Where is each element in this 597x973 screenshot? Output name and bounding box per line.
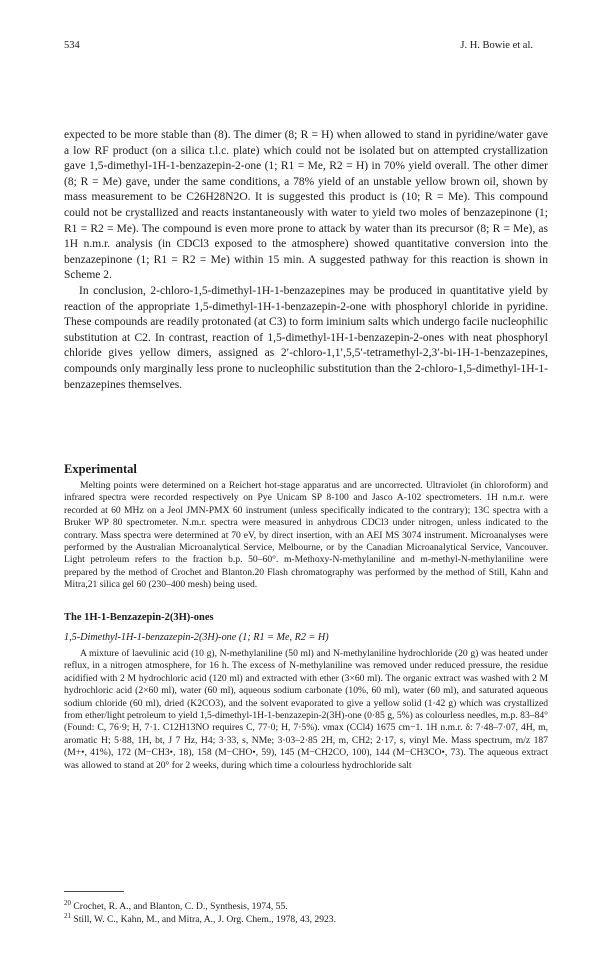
footnote-number: 21 [64, 912, 71, 920]
experimental-general-paragraph: Melting points were determined on a Reichert hot-stage apparatus and are uncorrected. Ultraviolet (in chloroform) and infrared spectra were recorded respectively on Pye Unicam SP 8-100 and Jasco A-102 spectrometers. 1H n.m.r. were recorded at 60 MHz on a Jeol JMN-PMX 60 instrument (unless specifically indicated to the contrary); 13C spectra with a Bruker WP 80 spectrometer. N.m.r. spectra were measured in anhydrous CDCl3 under nitrogen, unless indicated to the contrary. Mass spectra were determined at 70 eV, by direct insertion, with an AEI MS 3074 instrument. Microanalyses were performed by the Australian Microanalytical Service, Melbourne, or by the Canadian Microanalytical Service, Vancouver. Light petroleum refers to the fraction b.p. 50–60°. m-Methoxy-N-methylaniline and m-methyl-N-methylaniline were prepared by the method of Crochet and Blanton.20 Flash chromatography was performed by the method of Still, Kahn and Mitra,21 silica gel 60 (230–400 mesh) being used. [64, 480, 548, 591]
footnote-rule [64, 891, 124, 892]
discussion-section [64, 128, 548, 393]
running-header [64, 40, 533, 54]
page-number: 534 [64, 40, 80, 51]
footnote-text: Still, W. C., Kahn, M., and Mitra, A., J. Org. Chem., 1978, 43, 2923. [73, 914, 336, 926]
discussion-paragraph-1: expected to be more stable than (8). The dimer (8; R = H) when allowed to stand in pyridine/water gave a low RF product (on a silica t.l.c. plate) which could not be isolated but on attempted crystallization gave 1,5-dimethyl-1H-1-benzazepin-2-one (1; R1 = Me, R2 = H) in 70% yield overall. The other dimer (8; R = Me) gave, under the same conditions, a 78% yield of an unstable yellow brown oil, shown by mass measurement to be C26H28N2O. It is suggested this product is (10; R = Me). This compound could not be crystallized and reacts instantaneously with water to yield two moles of benzazepinone (1; R1 = R2 = Me). The compound is even more prone to attack by water than its precursor (8; R = Me), as 1H n.m.r. analysis (in CDCl3 exposed to the atmosphere) showed quantitative conversion into the benzazepinone (1; R1 = R2 = Me) within 15 min. A suggested pathway for this reaction is shown in Scheme 2. [64, 129, 548, 282]
benzazepinones-subheading: The 1H-1-Benzazepin-2(3H)-ones [64, 612, 214, 623]
experimental-heading: Experimental [64, 462, 137, 476]
running-head-authors: J. H. Bowie et al. [460, 40, 533, 51]
footnote-21 [64, 910, 548, 926]
compound-heading: 1,5-Dimethyl-1H-1-benzazepin-2(3H)-one (1; R1 = Me, R2 = H) [64, 632, 329, 643]
procedure-paragraph: A mixture of laevulinic acid (10 g), N-methylaniline (50 ml) and N-methylaniline hydrochloride (20 g) was heated under reflux, in a nitrogen atmosphere, for 16 h. The excess of N-methylaniline was removed under reduced pressure, the residue acidified with 2 M hydrochloric acid (120 ml) and extracted with ether (3×60 ml). The organic extract was washed with 2 M hydrochloric acid (2×60 ml), water (60 ml), aqueous sodium carbonate (10%, 60 ml), water (60 ml), and saturated aqueous sodium chloride (60 ml), dried (K2CO3), and the solvent evaporated to give a yellow solid (1·42 g) which was crystallized from ether/light petroleum to yield 1,5-dimethyl-1H-1-benzazepin-2(3H)-one (0·85 g, 5%) as colourless needles, m.p. 83–84° (Found: C, 76·9; H, 7·1. C12H13NO requires C, 77·0; H, 7·5%). νmax (CCl4) 1675 cm−1. 1H n.m.r. δ: 7·48–7·07, 4H, m, aromatic H; 5·88, 1H, bt, J 7 Hz, H4; 3·33, s, NMe; 3·03–2·85 2H, m, CH2; 2·17, s, vinyl Me. Mass spectrum, m/z 187 (M+•, 41%), 172 (M−CH3•, 18), 158 (M−CHO•, 59), 145 (M−CH2CO, 100), 144 (M−CH3CO•, 73). The aqueous extract was allowed to stand at 20° for 2 weeks, during which time a colourless hydrochloride salt [64, 648, 548, 771]
footnote-number: 20 [64, 899, 71, 907]
footnote-text: Crochet, R. A., and Blanton, C. D., Synthesis, 1974, 55. [73, 901, 288, 913]
discussion-paragraph-2: In conclusion, 2-chloro-1,5-dimethyl-1H-1-benzazepines may be produced in quantitative yield by reaction of the appropriate 1,5-dimethyl-1H-1-benzazepin-2-one with phosphoryl chloride in pyridine. These compounds are readily protonated (at C3) to form iminium salts which undergo facile nucleophilic substitution at C2. In contrast, reaction of 1,5-dimethyl-1H-1-benzazepin-2-ones with neat phosphoryl chloride gives yellow dimers, assigned as 2′-chloro-1,1′,5,5′-tetramethyl-2,3′-bi-1H-1-benzazepines, compounds only marginally less prone to nucleophilic substitution than the 2-chloro-1,5-dimethyl-1H-1-benzazepines themselves. [64, 284, 548, 391]
